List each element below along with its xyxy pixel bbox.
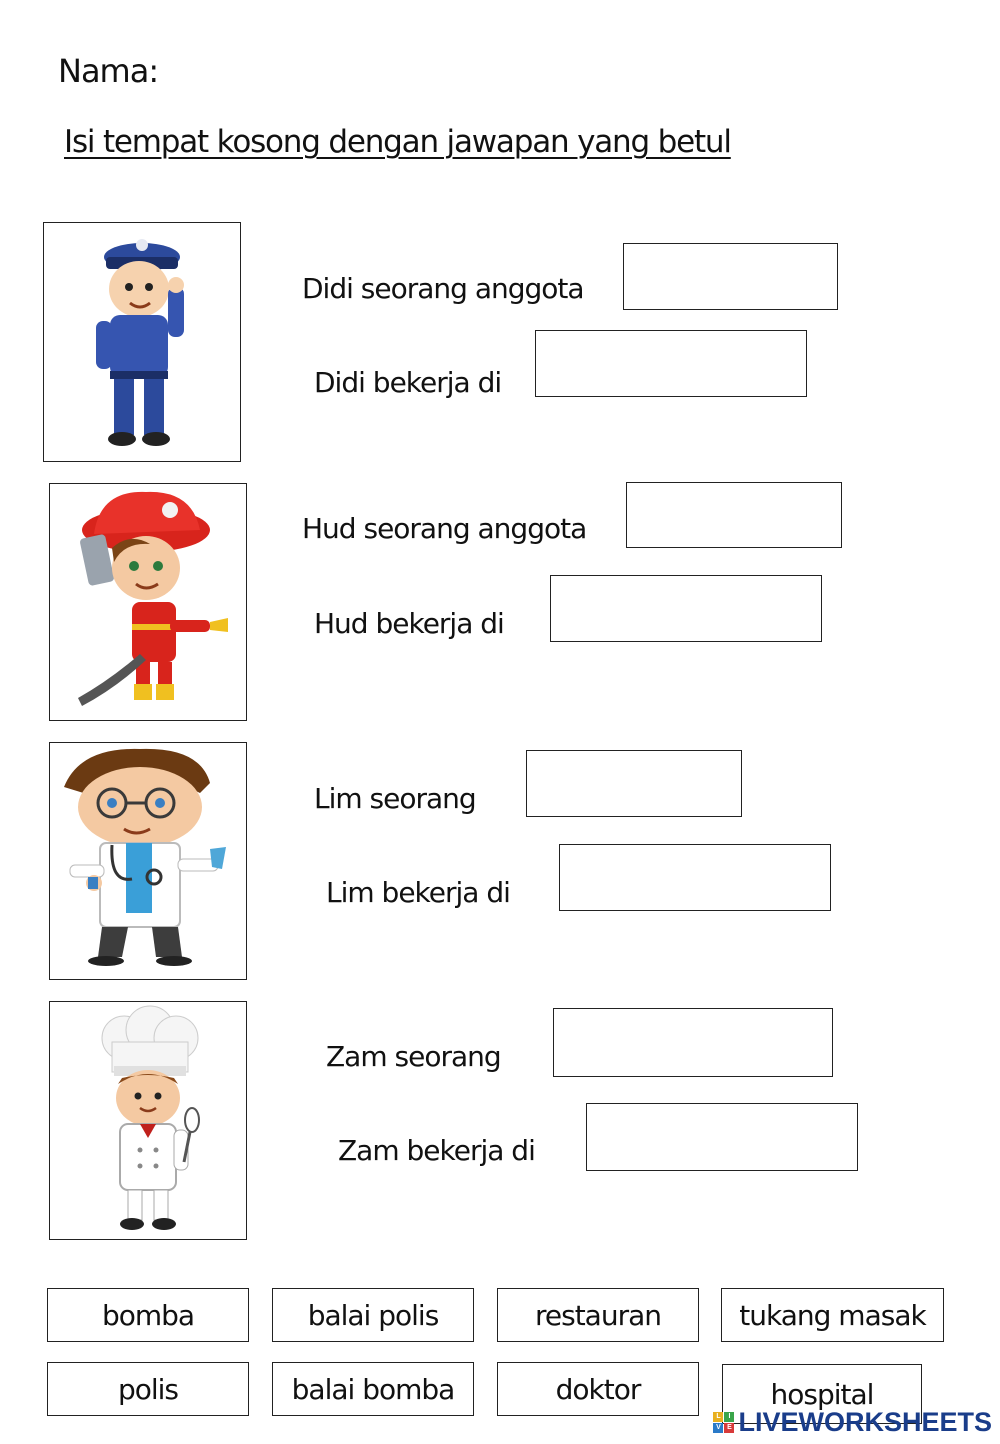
word-card-balai-bomba[interactable]: balai bomba (272, 1362, 474, 1416)
q3-sentence-1: Lim seorang (314, 782, 476, 815)
q3-answer-2-dropzone[interactable] (559, 844, 831, 911)
word-card-bomba[interactable]: bomba (47, 1288, 249, 1342)
instruction-heading: Isi tempat kosong dengan jawapan yang betul (64, 124, 731, 160)
q1-answer-2-dropzone[interactable] (535, 330, 807, 397)
q2-answer-2-dropzone[interactable] (550, 575, 822, 642)
q1-sentence-1: Didi seorang anggota (302, 272, 584, 305)
word-card-balai-polis[interactable]: balai polis (272, 1288, 474, 1342)
q2-sentence-2: Hud bekerja di (314, 607, 504, 640)
q2-sentence-1: Hud seorang anggota (302, 512, 587, 545)
q1-sentence-2: Didi bekerja di (314, 366, 502, 399)
word-card-doktor[interactable]: doktor (497, 1362, 699, 1416)
word-card-hospital[interactable]: hospital (722, 1364, 922, 1424)
liveworksheets-logo (713, 1407, 992, 1438)
q1-answer-1-dropzone[interactable] (623, 243, 838, 310)
q2-answer-1-dropzone[interactable] (626, 482, 842, 548)
q4-sentence-2: Zam bekerja di (338, 1134, 535, 1167)
word-card-polis[interactable]: polis (47, 1362, 249, 1416)
liveworksheets-logo-icon: L I V E (713, 1412, 734, 1433)
word-card-restauran[interactable]: restauran (497, 1288, 699, 1342)
chef-picture (49, 1001, 247, 1240)
firefighter-picture (49, 483, 247, 721)
word-card-tukang-masak[interactable]: tukang masak (721, 1288, 944, 1342)
name-label: Nama: (58, 52, 159, 90)
q4-answer-1-dropzone[interactable] (553, 1008, 833, 1077)
q3-sentence-2: Lim bekerja di (326, 876, 510, 909)
police-officer-picture (43, 222, 241, 462)
q3-answer-1-dropzone[interactable] (526, 750, 742, 817)
q4-answer-2-dropzone[interactable] (586, 1103, 858, 1171)
liveworksheets-wordmark: LIVEWORKSHEETS (738, 1407, 992, 1437)
doctor-picture (49, 742, 247, 980)
q4-sentence-1: Zam seorang (326, 1040, 501, 1073)
